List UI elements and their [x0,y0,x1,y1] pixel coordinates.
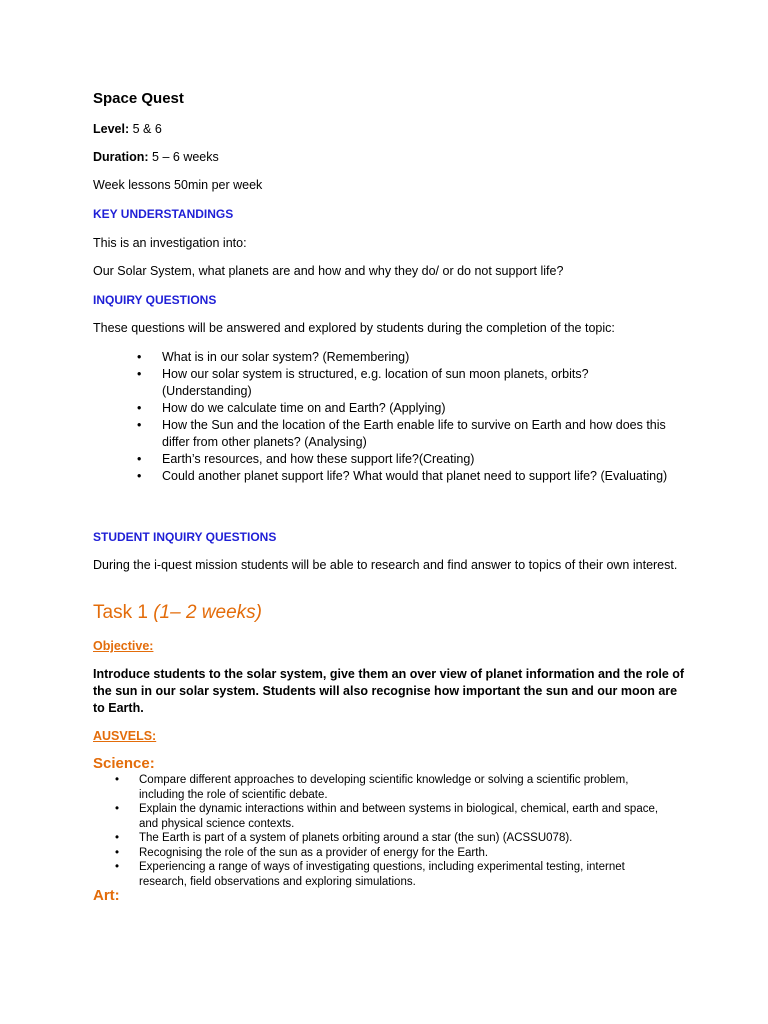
student-inquiry-heading: STUDENT INQUIRY QUESTIONS [93,530,277,544]
level-value: 5 & 6 [132,122,162,136]
ausvels-heading: AUSVELS: [93,729,157,743]
key-understandings-text: Our Solar System, what planets are and how and why they do/ or do not support life? [93,264,564,278]
objective-heading: Objective: [93,639,154,653]
level-label: Level: [93,122,130,136]
page-title: Space Quest [93,90,184,107]
list-item: • Experiencing a range of ways of investigating questions, including experimental testing, internet research, field observations and exploring simulations. [93,860,668,889]
list-item: • How the Sun and the location of the Earth enable life to survive on Earth and how does this differ from other planets? (Analysing) [93,417,668,451]
list-item: • What is in our solar system? (Remembering) [93,349,668,366]
list-item: • Earth’s resources, and how these support life?(Creating) [93,451,668,468]
inquiry-questions-intro: These questions will be answered and explored by students during the completion of the topic: [93,321,615,335]
list-item: • How our solar system is structured, e.g. location of sun moon planets, orbits? (Understanding) [93,366,668,400]
inquiry-questions-heading: INQUIRY QUESTIONS [93,293,217,307]
science-heading: Science: [93,755,155,772]
list-item: • Compare different approaches to developing scientific knowledge or solving a scientific problem, including the role of scientific debate. [93,773,668,802]
duration-label: Duration: [93,150,149,164]
key-understandings-intro: This is an investigation into: [93,236,247,250]
duration-line [93,149,688,165]
task-1-heading [93,600,688,626]
list-item: • Could another planet support life? What would that planet need to support life? (Evaluating) [93,468,668,485]
student-inquiry-text: During the i-quest mission students will be able to research and find answer to topics of their own interest. [93,558,678,572]
science-list [93,773,668,889]
art-heading: Art: [93,887,120,904]
task-1-title: Task 1 [93,602,148,623]
task-1-weeks: (1– 2 weeks) [153,602,262,623]
list-item: • Explain the dynamic interactions within and between systems in biological, chemical, earth and space, and physical science contexts. [93,802,668,831]
inquiry-questions-list [93,349,668,485]
level-line [93,121,688,137]
list-item: • Recognising the role of the sun as a provider of energy for the Earth. [93,846,668,861]
key-understandings-heading: KEY UNDERSTANDINGS [93,207,234,221]
list-item: • The Earth is part of a system of planets orbiting around a star (the sun) (ACSSU078). [93,831,668,846]
week-lessons: Week lessons 50min per week [93,178,263,192]
objective-text: Introduce students to the solar system, give them an over view of planet information and the role of the sun in our solar system. Students will also recognise how important the sun and our moon are to Earth. [93,667,685,715]
list-item: • How do we calculate time on and Earth? (Applying) [93,400,668,417]
duration-value: 5 – 6 weeks [152,150,219,164]
